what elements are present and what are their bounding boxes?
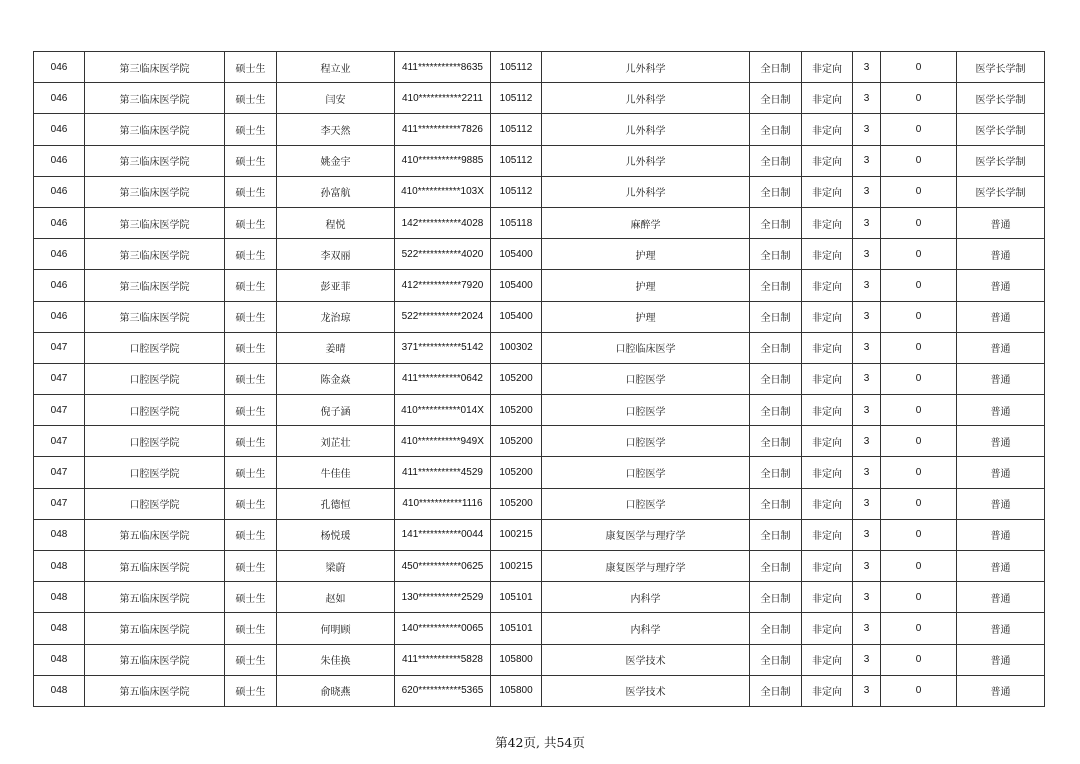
cell-id-number: 410***********2211 [395,83,491,114]
cell-student-name: 闫安 [277,83,395,114]
cell-degree-type: 硕士生 [225,582,277,613]
cell-fee: 0 [881,488,957,519]
table-row [34,270,1045,301]
cell-category: 普通 [957,332,1045,363]
cell-major-name: 护理 [542,301,750,332]
cell-major-name: 内科学 [542,582,750,613]
cell-fee: 0 [881,207,957,238]
cell-duration: 3 [853,457,881,488]
cell-degree-type: 硕士生 [225,207,277,238]
cell-study-mode: 全日制 [750,176,802,207]
cell-unit-code: 048 [34,675,85,706]
cell-student-name: 龙治琼 [277,301,395,332]
cell-study-mode: 全日制 [750,582,802,613]
cell-study-mode: 全日制 [750,83,802,114]
cell-unit-code: 046 [34,239,85,270]
cell-degree-type: 硕士生 [225,426,277,457]
cell-duration: 3 [853,332,881,363]
cell-orientation: 非定向 [802,488,853,519]
cell-unit-code: 048 [34,582,85,613]
cell-major-code: 100215 [491,551,542,582]
table-row [34,363,1045,394]
cell-degree-type: 硕士生 [225,551,277,582]
cell-study-mode: 全日制 [750,270,802,301]
table-row [34,551,1045,582]
cell-major-name: 口腔临床医学 [542,332,750,363]
cell-fee: 0 [881,426,957,457]
cell-orientation: 非定向 [802,363,853,394]
cell-major-code: 105200 [491,488,542,519]
cell-student-name: 姜晴 [277,332,395,363]
cell-student-name: 陈金焱 [277,363,395,394]
cell-id-number: 141***********0044 [395,519,491,550]
cell-major-name: 内科学 [542,613,750,644]
cell-id-number: 411***********7826 [395,114,491,145]
cell-id-number: 411***********5828 [395,644,491,675]
cell-major-name: 口腔医学 [542,395,750,426]
cell-major-code: 105112 [491,52,542,83]
cell-category: 医学长学制 [957,114,1045,145]
cell-major-name: 康复医学与理疗学 [542,519,750,550]
cell-category: 普通 [957,613,1045,644]
cell-study-mode: 全日制 [750,52,802,83]
cell-id-number: 522***********4020 [395,239,491,270]
cell-study-mode: 全日制 [750,114,802,145]
data-table [33,51,1045,707]
cell-student-name: 程立业 [277,52,395,83]
cell-orientation: 非定向 [802,145,853,176]
cell-major-code: 105112 [491,176,542,207]
cell-category: 普通 [957,270,1045,301]
cell-study-mode: 全日制 [750,488,802,519]
cell-college: 口腔医学院 [85,332,225,363]
cell-degree-type: 硕士生 [225,145,277,176]
cell-college: 第三临床医学院 [85,145,225,176]
cell-fee: 0 [881,675,957,706]
table-row [34,457,1045,488]
cell-fee: 0 [881,363,957,394]
cell-fee: 0 [881,114,957,145]
cell-duration: 3 [853,239,881,270]
cell-id-number: 450***********0625 [395,551,491,582]
table-body [34,52,1045,707]
cell-major-name: 口腔医学 [542,457,750,488]
cell-unit-code: 048 [34,519,85,550]
cell-student-name: 何明顾 [277,613,395,644]
cell-student-name: 倪子涵 [277,395,395,426]
cell-student-name: 俞晓燕 [277,675,395,706]
cell-fee: 0 [881,551,957,582]
cell-college: 第五临床医学院 [85,644,225,675]
cell-degree-type: 硕士生 [225,270,277,301]
cell-major-name: 儿外科学 [542,145,750,176]
cell-college: 第三临床医学院 [85,114,225,145]
cell-category: 普通 [957,301,1045,332]
cell-major-code: 105800 [491,644,542,675]
cell-orientation: 非定向 [802,426,853,457]
table-row [34,675,1045,706]
cell-major-code: 105800 [491,675,542,706]
cell-major-name: 护理 [542,270,750,301]
cell-duration: 3 [853,675,881,706]
page-footer: 第42页, 共54页 [495,735,585,750]
cell-college: 第五临床医学院 [85,675,225,706]
cell-orientation: 非定向 [802,332,853,363]
cell-degree-type: 硕士生 [225,488,277,519]
table-row [34,176,1045,207]
cell-category: 普通 [957,207,1045,238]
cell-duration: 3 [853,270,881,301]
cell-study-mode: 全日制 [750,644,802,675]
cell-id-number: 410***********103X [395,176,491,207]
table-row [34,145,1045,176]
cell-major-code: 105118 [491,207,542,238]
cell-unit-code: 046 [34,52,85,83]
cell-fee: 0 [881,83,957,114]
cell-unit-code: 048 [34,613,85,644]
cell-college: 第三临床医学院 [85,176,225,207]
cell-student-name: 朱佳换 [277,644,395,675]
cell-degree-type: 硕士生 [225,363,277,394]
cell-degree-type: 硕士生 [225,114,277,145]
cell-major-code: 105101 [491,582,542,613]
cell-id-number: 410***********014X [395,395,491,426]
table-row [34,332,1045,363]
cell-college: 口腔医学院 [85,457,225,488]
cell-college: 第三临床医学院 [85,301,225,332]
cell-degree-type: 硕士生 [225,239,277,270]
cell-study-mode: 全日制 [750,239,802,270]
cell-study-mode: 全日制 [750,363,802,394]
cell-degree-type: 硕士生 [225,83,277,114]
cell-major-name: 儿外科学 [542,52,750,83]
cell-study-mode: 全日制 [750,207,802,238]
cell-student-name: 李双丽 [277,239,395,270]
cell-student-name: 杨悦瑗 [277,519,395,550]
cell-orientation: 非定向 [802,207,853,238]
cell-orientation: 非定向 [802,519,853,550]
cell-fee: 0 [881,644,957,675]
cell-major-name: 儿外科学 [542,114,750,145]
cell-college: 口腔医学院 [85,426,225,457]
cell-major-code: 105112 [491,83,542,114]
table-row [34,613,1045,644]
cell-student-name: 孙富航 [277,176,395,207]
cell-unit-code: 046 [34,145,85,176]
cell-major-code: 105400 [491,270,542,301]
cell-major-code: 105400 [491,301,542,332]
cell-major-code: 105112 [491,114,542,145]
table-row [34,488,1045,519]
cell-college: 第三临床医学院 [85,270,225,301]
table-row [34,644,1045,675]
cell-orientation: 非定向 [802,395,853,426]
table-row [34,207,1045,238]
table-row [34,301,1045,332]
cell-category: 普通 [957,363,1045,394]
cell-duration: 3 [853,301,881,332]
cell-major-code: 105400 [491,239,542,270]
cell-unit-code: 046 [34,207,85,238]
cell-major-code: 100215 [491,519,542,550]
cell-id-number: 620***********5365 [395,675,491,706]
cell-duration: 3 [853,83,881,114]
cell-major-name: 口腔医学 [542,488,750,519]
cell-duration: 3 [853,426,881,457]
cell-major-name: 麻醉学 [542,207,750,238]
cell-orientation: 非定向 [802,301,853,332]
cell-fee: 0 [881,176,957,207]
cell-category: 普通 [957,239,1045,270]
cell-duration: 3 [853,176,881,207]
cell-category: 普通 [957,426,1045,457]
cell-unit-code: 047 [34,332,85,363]
cell-unit-code: 047 [34,426,85,457]
cell-orientation: 非定向 [802,675,853,706]
table-row [34,239,1045,270]
cell-major-code: 105101 [491,613,542,644]
cell-orientation: 非定向 [802,613,853,644]
cell-student-name: 程悦 [277,207,395,238]
cell-degree-type: 硕士生 [225,301,277,332]
cell-fee: 0 [881,270,957,301]
cell-degree-type: 硕士生 [225,519,277,550]
cell-duration: 3 [853,644,881,675]
cell-duration: 3 [853,395,881,426]
cell-category: 医学长学制 [957,83,1045,114]
cell-fee: 0 [881,52,957,83]
cell-unit-code: 046 [34,176,85,207]
cell-major-code: 105200 [491,457,542,488]
cell-major-code: 105200 [491,426,542,457]
cell-unit-code: 046 [34,301,85,332]
cell-major-code: 105200 [491,395,542,426]
cell-study-mode: 全日制 [750,395,802,426]
cell-unit-code: 047 [34,395,85,426]
cell-major-name: 医学技术 [542,644,750,675]
cell-major-name: 护理 [542,239,750,270]
cell-duration: 3 [853,519,881,550]
cell-orientation: 非定向 [802,176,853,207]
cell-major-code: 100302 [491,332,542,363]
cell-college: 第三临床医学院 [85,239,225,270]
table-row [34,114,1045,145]
cell-fee: 0 [881,145,957,176]
cell-study-mode: 全日制 [750,551,802,582]
cell-degree-type: 硕士生 [225,675,277,706]
cell-study-mode: 全日制 [750,426,802,457]
cell-college: 第五临床医学院 [85,613,225,644]
cell-college: 第三临床医学院 [85,52,225,83]
cell-category: 普通 [957,457,1045,488]
cell-degree-type: 硕士生 [225,395,277,426]
cell-fee: 0 [881,582,957,613]
table-row [34,395,1045,426]
cell-duration: 3 [853,613,881,644]
cell-id-number: 411***********0642 [395,363,491,394]
cell-student-name: 李天然 [277,114,395,145]
cell-orientation: 非定向 [802,270,853,301]
cell-id-number: 411***********8635 [395,52,491,83]
cell-major-name: 医学技术 [542,675,750,706]
cell-college: 第五临床医学院 [85,519,225,550]
table-row [34,519,1045,550]
cell-id-number: 142***********4028 [395,207,491,238]
cell-college: 口腔医学院 [85,395,225,426]
cell-duration: 3 [853,363,881,394]
cell-category: 医学长学制 [957,176,1045,207]
table-row [34,83,1045,114]
cell-unit-code: 046 [34,83,85,114]
cell-student-name: 梁蔚 [277,551,395,582]
cell-id-number: 410***********1116 [395,488,491,519]
cell-college: 口腔医学院 [85,363,225,394]
cell-college: 口腔医学院 [85,488,225,519]
cell-category: 普通 [957,395,1045,426]
cell-study-mode: 全日制 [750,145,802,176]
cell-major-name: 口腔医学 [542,426,750,457]
cell-fee: 0 [881,332,957,363]
cell-id-number: 130***********2529 [395,582,491,613]
cell-category: 普通 [957,675,1045,706]
cell-unit-code: 048 [34,644,85,675]
cell-orientation: 非定向 [802,457,853,488]
cell-duration: 3 [853,145,881,176]
cell-college: 第五临床医学院 [85,551,225,582]
cell-category: 普通 [957,519,1045,550]
cell-college: 第五临床医学院 [85,582,225,613]
cell-duration: 3 [853,207,881,238]
cell-student-name: 赵如 [277,582,395,613]
cell-fee: 0 [881,395,957,426]
cell-duration: 3 [853,551,881,582]
cell-fee: 0 [881,239,957,270]
cell-student-name: 刘芷壮 [277,426,395,457]
cell-category: 普通 [957,582,1045,613]
cell-major-name: 儿外科学 [542,176,750,207]
cell-orientation: 非定向 [802,114,853,145]
cell-duration: 3 [853,488,881,519]
cell-fee: 0 [881,457,957,488]
table-row [34,582,1045,613]
cell-degree-type: 硕士生 [225,613,277,644]
cell-degree-type: 硕士生 [225,644,277,675]
cell-duration: 3 [853,114,881,145]
cell-degree-type: 硕士生 [225,176,277,207]
cell-duration: 3 [853,582,881,613]
cell-study-mode: 全日制 [750,301,802,332]
cell-student-name: 孔德恒 [277,488,395,519]
cell-orientation: 非定向 [802,551,853,582]
cell-degree-type: 硕士生 [225,457,277,488]
table-row [34,52,1045,83]
cell-id-number: 522***********2024 [395,301,491,332]
cell-category: 普通 [957,551,1045,582]
cell-study-mode: 全日制 [750,519,802,550]
cell-degree-type: 硕士生 [225,332,277,363]
cell-category: 医学长学制 [957,52,1045,83]
cell-unit-code: 048 [34,551,85,582]
cell-id-number: 410***********9885 [395,145,491,176]
cell-student-name: 牛佳佳 [277,457,395,488]
cell-major-code: 105200 [491,363,542,394]
cell-study-mode: 全日制 [750,613,802,644]
cell-duration: 3 [853,52,881,83]
cell-unit-code: 046 [34,114,85,145]
cell-major-code: 105112 [491,145,542,176]
cell-study-mode: 全日制 [750,675,802,706]
cell-major-name: 康复医学与理疗学 [542,551,750,582]
cell-category: 医学长学制 [957,145,1045,176]
cell-major-name: 口腔医学 [542,363,750,394]
cell-category: 普通 [957,644,1045,675]
cell-orientation: 非定向 [802,644,853,675]
cell-unit-code: 046 [34,270,85,301]
cell-id-number: 412***********7920 [395,270,491,301]
cell-major-name: 儿外科学 [542,83,750,114]
cell-fee: 0 [881,613,957,644]
cell-study-mode: 全日制 [750,332,802,363]
cell-orientation: 非定向 [802,83,853,114]
cell-id-number: 410***********949X [395,426,491,457]
cell-college: 第三临床医学院 [85,83,225,114]
cell-fee: 0 [881,519,957,550]
cell-unit-code: 047 [34,457,85,488]
cell-category: 普通 [957,488,1045,519]
table-row [34,426,1045,457]
cell-college: 第三临床医学院 [85,207,225,238]
cell-id-number: 371***********5142 [395,332,491,363]
cell-orientation: 非定向 [802,239,853,270]
cell-degree-type: 硕士生 [225,52,277,83]
cell-student-name: 姚金宇 [277,145,395,176]
cell-unit-code: 047 [34,363,85,394]
cell-unit-code: 047 [34,488,85,519]
cell-fee: 0 [881,301,957,332]
cell-id-number: 140***********0065 [395,613,491,644]
cell-orientation: 非定向 [802,582,853,613]
cell-orientation: 非定向 [802,52,853,83]
cell-id-number: 411***********4529 [395,457,491,488]
cell-study-mode: 全日制 [750,457,802,488]
cell-student-name: 彭亚菲 [277,270,395,301]
